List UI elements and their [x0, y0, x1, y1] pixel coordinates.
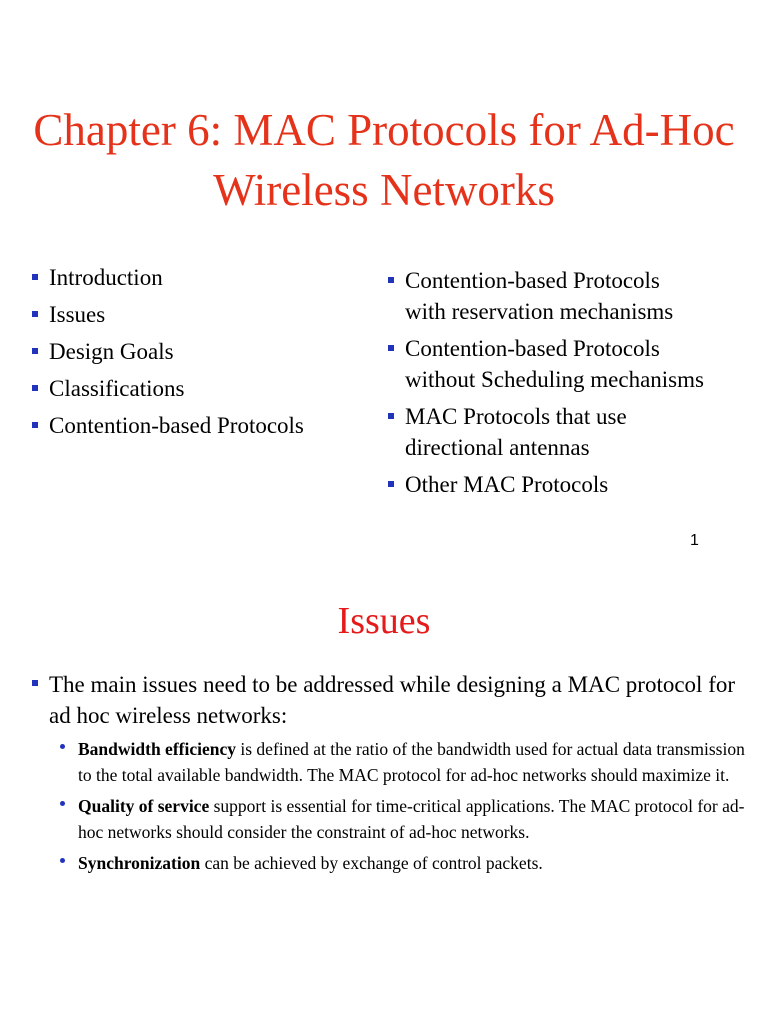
issues-sub-list — [60, 736, 750, 881]
issue-term: Bandwidth efficiency — [78, 739, 236, 759]
issue-text: can be achieved by exchange of control packets. — [200, 853, 543, 873]
outline-item-line: without Scheduling mechanisms — [405, 367, 704, 392]
issue-item — [60, 793, 750, 845]
page-number: 1 — [690, 532, 699, 549]
outline-right-list — [386, 265, 756, 506]
issue-text: is defined at the ratio of the bandwidth used for actual data transmission to the total available bandwidth. The MAC protocol for ad-hoc networks should maximize it. — [78, 739, 745, 785]
outline-item — [386, 469, 756, 500]
issue-text: support is essential for time-critical applications. The MAC protocol for ad-hoc networks should consider the constraint of ad-hoc networks. — [78, 796, 745, 842]
slide-2 — [0, 576, 768, 1024]
outline-item: Introduction — [30, 262, 360, 293]
outline-item: Design Goals — [30, 336, 360, 367]
issue-item — [60, 736, 750, 788]
outline-item: Classifications — [30, 373, 360, 404]
outline-item-line: Contention-based Protocols — [405, 268, 660, 293]
outline-item — [386, 333, 756, 395]
outline-item — [386, 265, 756, 327]
outline-item-line: MAC Protocols that use — [405, 404, 627, 429]
slide-1-title — [0, 100, 768, 220]
issue-term: Synchronization — [78, 853, 201, 873]
issue-item — [60, 850, 750, 876]
outline-item-line: with reservation mechanisms — [405, 299, 674, 324]
title-line-1: Chapter 6: MAC Protocols for Ad-Hoc — [33, 105, 735, 155]
outline-item-line: directional antennas — [405, 435, 590, 460]
title-line-2: Wireless Networks — [213, 165, 555, 215]
outline-left-list — [30, 262, 360, 447]
main-bullet: The main issues need to be addressed while designing a MAC protocol for ad hoc wireless networks: — [30, 669, 750, 731]
slide-2-title: Issues — [337, 600, 431, 642]
outline-item: Contention-based Protocols — [30, 410, 360, 441]
outline-item-line: Contention-based Protocols — [405, 336, 660, 361]
outline-item-line: Other MAC Protocols — [405, 472, 609, 497]
outline-item — [386, 401, 756, 463]
issue-term: Quality of service — [78, 796, 210, 816]
outline-item: Issues — [30, 299, 360, 330]
